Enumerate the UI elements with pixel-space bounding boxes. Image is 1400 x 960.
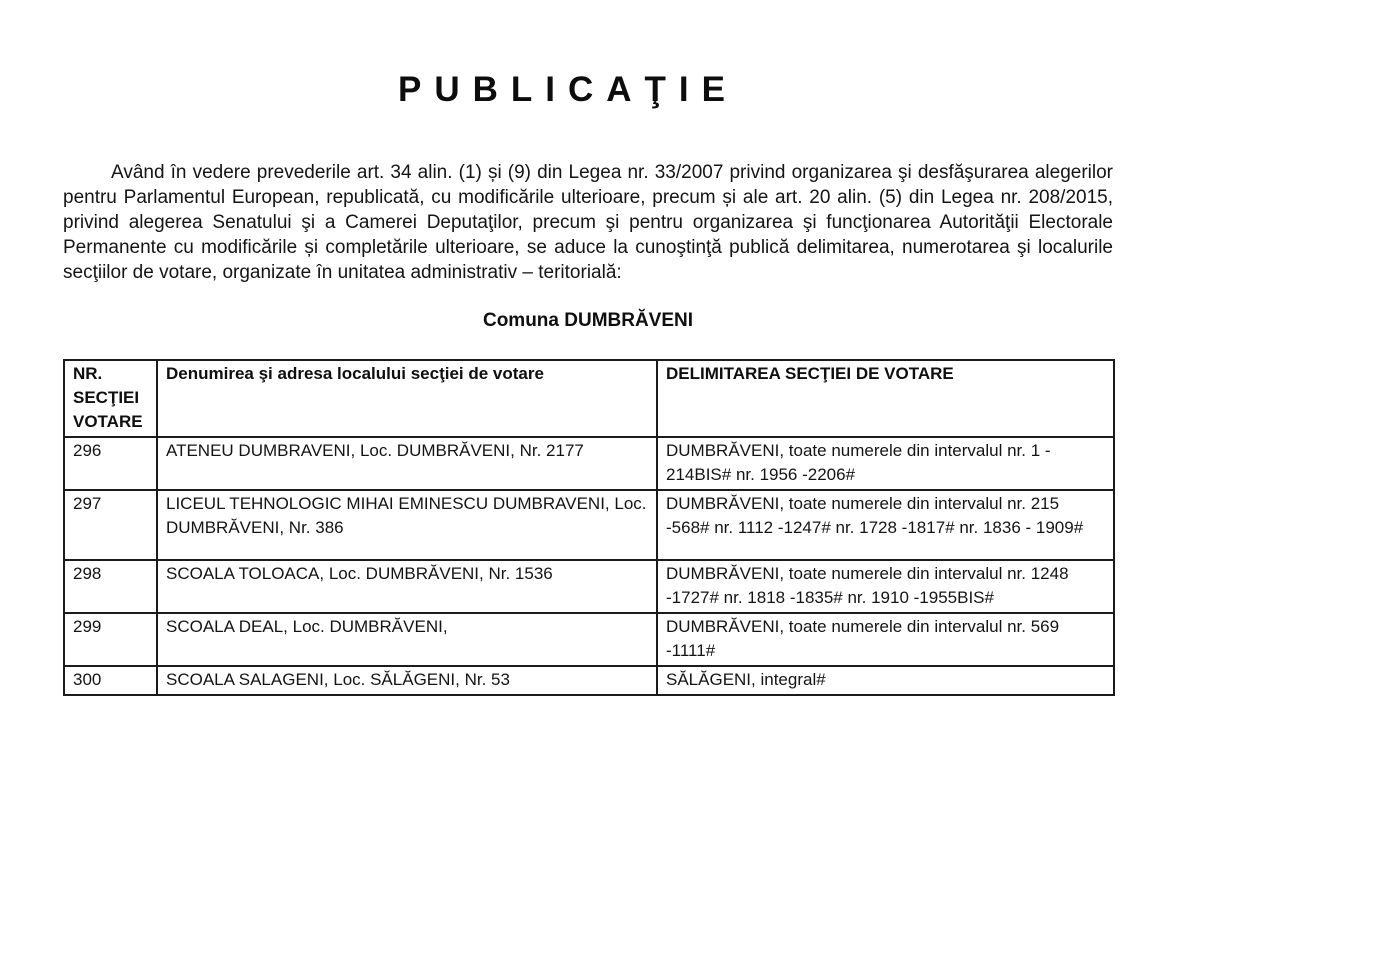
section-number-cell: 297 bbox=[64, 490, 157, 560]
header-section-number: NR. SECŢIEI VOTARE bbox=[64, 360, 157, 437]
polling-place-cell: LICEUL TEHNOLOGIC MIHAI EMINESCU DUMBRAVENI, Loc. DUMBRĂVENI, Nr. 386 bbox=[157, 490, 657, 560]
voting-sections-table bbox=[63, 359, 1115, 696]
table-row bbox=[64, 490, 1114, 560]
header-polling-place: Denumirea şi adresa localului secţiei de votare bbox=[157, 360, 657, 437]
intro-paragraph: Având în vedere prevederile art. 34 alin. (1) și (9) din Legea nr. 33/2007 privind organizarea şi desfăşurarea alegerilor pentru Parlamentul European, republicată, cu modificările ulterioare, precum și ale art. 20 alin. (5) din Legea nr. 208/2015, privind alegerea Senatului şi a Camerei Deputaţilor, precum şi pentru organizarea şi funcţionarea Autorităţii Electorale Permanente cu modificările și completările ulterioare, se aduce la cunoştinţă publică delimitarea, numerotarea şi localurile secţiilor de votare, organizate în unitatea administrativ – teritorială: bbox=[63, 162, 1113, 283]
table-row bbox=[64, 666, 1114, 695]
table-row bbox=[64, 437, 1114, 490]
commune-heading: Comuna DUMBRĂVENI bbox=[482, 310, 694, 331]
table-header-row bbox=[64, 360, 1114, 437]
delimitation-cell: DUMBRĂVENI, toate numerele din intervalul nr. 215 -568# nr. 1112 -1247# nr. 1728 -1817# nr. 1836 - 1909# bbox=[657, 490, 1114, 560]
section-number-cell: 300 bbox=[64, 666, 157, 695]
delimitation-cell: DUMBRĂVENI, toate numerele din intervalul nr. 569 -1111# bbox=[657, 613, 1114, 666]
header-delimitation: DELIMITAREA SECŢIEI DE VOTARE bbox=[657, 360, 1114, 437]
table-row bbox=[64, 613, 1114, 666]
polling-place-cell: SCOALA DEAL, Loc. DUMBRĂVENI, bbox=[157, 613, 657, 666]
section-number-cell: 298 bbox=[64, 560, 157, 613]
section-number-cell: 299 bbox=[64, 613, 157, 666]
polling-place-cell: ATENEU DUMBRAVENI, Loc. DUMBRĂVENI, Nr. 2177 bbox=[157, 437, 657, 490]
table-row bbox=[64, 560, 1114, 613]
polling-place-cell: SCOALA SALAGENI, Loc. SĂLĂGENI, Nr. 53 bbox=[157, 666, 657, 695]
section-number-cell: 296 bbox=[64, 437, 157, 490]
page-title: PUBLICAŢIE bbox=[398, 70, 738, 109]
delimitation-cell: DUMBRĂVENI, toate numerele din intervalul nr. 1248 -1727# nr. 1818 -1835# nr. 1910 -1955BIS# bbox=[657, 560, 1114, 613]
delimitation-cell: SĂLĂGENI, integral# bbox=[657, 666, 1114, 695]
polling-place-cell: SCOALA TOLOACA, Loc. DUMBRĂVENI, Nr. 1536 bbox=[157, 560, 657, 613]
delimitation-cell: DUMBRĂVENI, toate numerele din intervalul nr. 1 - 214BIS# nr. 1956 -2206# bbox=[657, 437, 1114, 490]
document-page bbox=[63, 0, 1113, 696]
